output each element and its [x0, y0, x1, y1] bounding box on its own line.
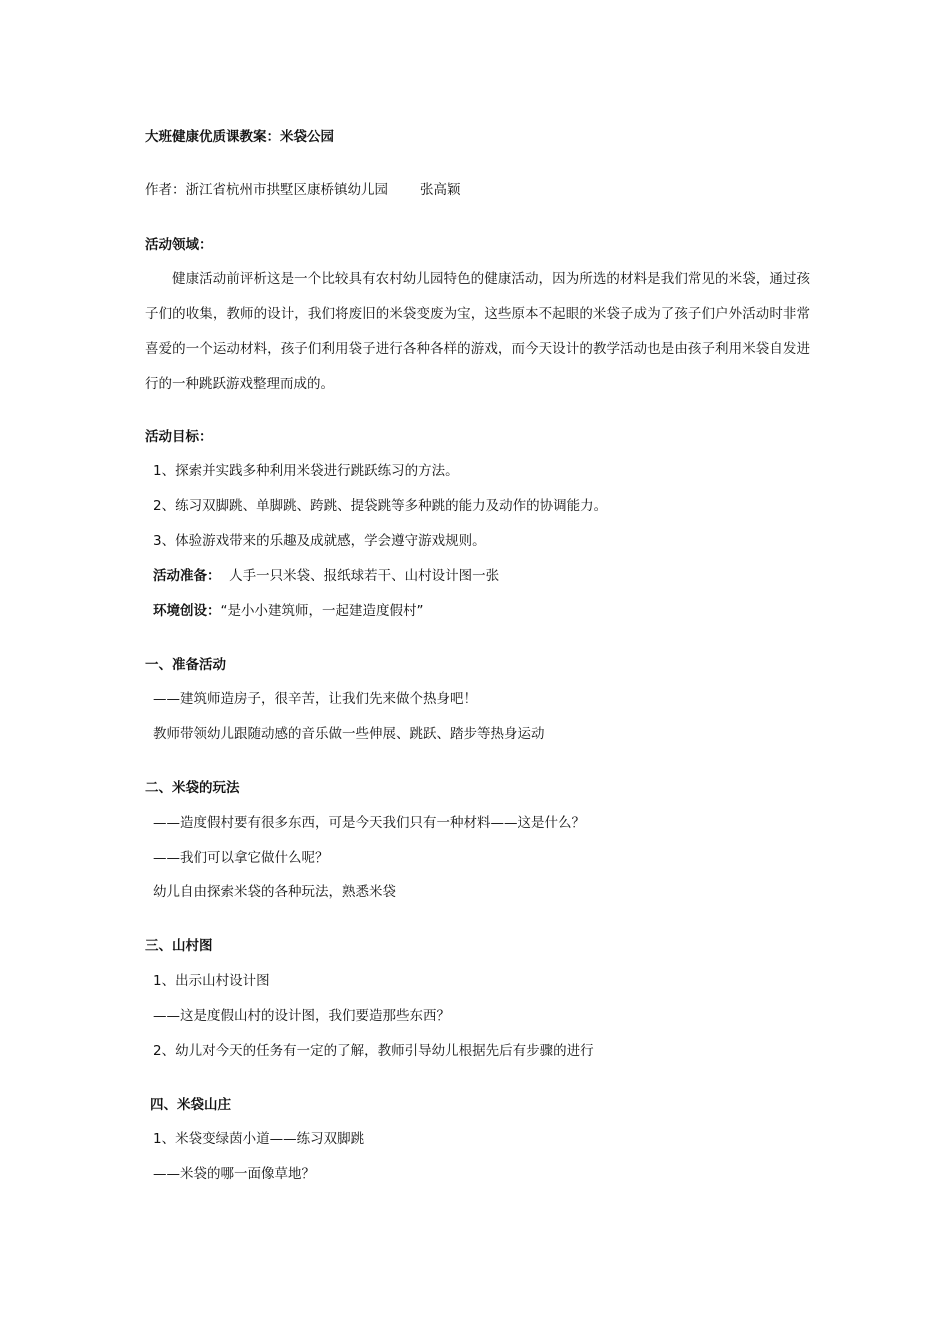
- section-line: 2、幼儿对今天的任务有一定的了解，教师引导幼儿根据先后有步骤的进行: [153, 1043, 594, 1059]
- section-line: ——我们可以拿它做什么呢？: [153, 850, 329, 866]
- section-line: ——造度假村要有很多东西，可是今天我们只有一种材料——这是什么？: [153, 815, 585, 831]
- goals-heading: 活动目标：: [145, 429, 213, 445]
- env-text: “是小小建筑师，一起建造度假村”: [220, 603, 424, 619]
- section-line: 1、出示山村设计图: [153, 973, 270, 989]
- author-name: 张高颖: [420, 182, 461, 198]
- section-heading-ricebag-village: 四、米袋山庄: [150, 1097, 231, 1113]
- domain-paragraph: 健康活动前评析这是一个比较具有农村幼儿园特色的健康活动，因为所选的材料是我们常见的米袋，通过孩子们的收集，教师的设计，我们将废旧的米袋变废为宝，这些原本不起眼的米袋子成为了孩子们户外活动时非常喜爱的一个运动材料，孩子们利用袋子进行各种各样的游戏，而今天设计的教学活动也是由孩子利用米袋自发进行的一种跳跃游戏整理而成的。: [145, 271, 810, 392]
- author-label: 作者：: [145, 182, 186, 198]
- env-label: 环境创设：: [153, 603, 221, 619]
- prep-line: [153, 566, 499, 586]
- document-title: 大班健康优质课教案：米袋公园: [145, 129, 334, 145]
- section-line: ——米袋的哪一面像草地？: [153, 1166, 315, 1182]
- section-heading-village-map: 三、山村图: [145, 938, 213, 954]
- section-line: 1、米袋变绿茵小道——练习双脚跳: [153, 1131, 365, 1147]
- domain-heading: 活动领域：: [145, 237, 213, 253]
- section-line: 教师带领幼儿跟随动感的音乐做一些伸展、跳跃、踏步等热身运动: [153, 726, 545, 742]
- prep-label: 活动准备：: [153, 568, 221, 584]
- section-line: ——建筑师造房子，很辛苦，让我们先来做个热身吧！: [153, 691, 477, 707]
- author-line: [145, 180, 461, 200]
- section-heading-prepare: 一、准备活动: [145, 657, 226, 673]
- goal-item: 2、练习双脚跳、单脚跳、跨跳、提袋跳等多种跳的能力及动作的协调能力。: [153, 498, 608, 514]
- author-org: 浙江省杭州市拱墅区康桥镇幼儿园: [185, 182, 388, 198]
- prep-text: 人手一只米袋、报纸球若干、山村设计图一张: [229, 568, 500, 584]
- env-line: [153, 601, 424, 621]
- section-line: 幼儿自由探索米袋的各种玩法，熟悉米袋: [153, 884, 396, 900]
- goal-item: 1、探索并实践多种利用米袋进行跳跃练习的方法。: [153, 463, 459, 479]
- section-line: ——这是度假山村的设计图，我们要造那些东西？: [153, 1008, 450, 1024]
- goal-item: 3、体验游戏带来的乐趣及成就感，学会遵守游戏规则。: [153, 533, 486, 549]
- section-heading-ricebag-play: 二、米袋的玩法: [145, 780, 240, 796]
